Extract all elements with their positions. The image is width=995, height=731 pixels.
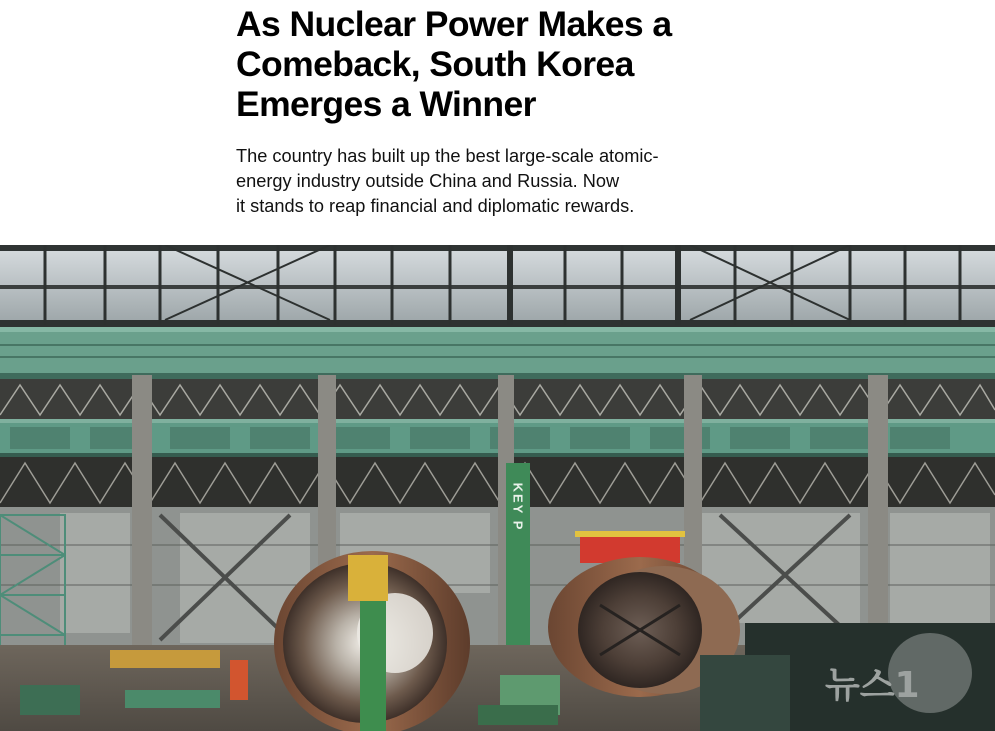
headline-line: Comeback, South Korea bbox=[236, 44, 634, 84]
headline-line: As Nuclear Power Makes a bbox=[236, 4, 672, 44]
article-header bbox=[236, 4, 736, 219]
watermark-text: 뉴스1 bbox=[825, 665, 920, 706]
factory-hero-photo bbox=[0, 245, 995, 731]
dek-line: it stands to reap financial and diplomatic rewards. bbox=[236, 196, 635, 216]
headline-line: Emerges a Winner bbox=[236, 84, 536, 124]
article-dek bbox=[236, 144, 736, 219]
dek-line: The country has built up the best large-scale atomic- bbox=[236, 146, 659, 166]
column-sign: KEY P bbox=[510, 482, 526, 532]
dek-line: energy industry outside China and Russia. Now bbox=[236, 171, 620, 191]
headline bbox=[236, 4, 736, 124]
factory-scene bbox=[0, 245, 995, 731]
